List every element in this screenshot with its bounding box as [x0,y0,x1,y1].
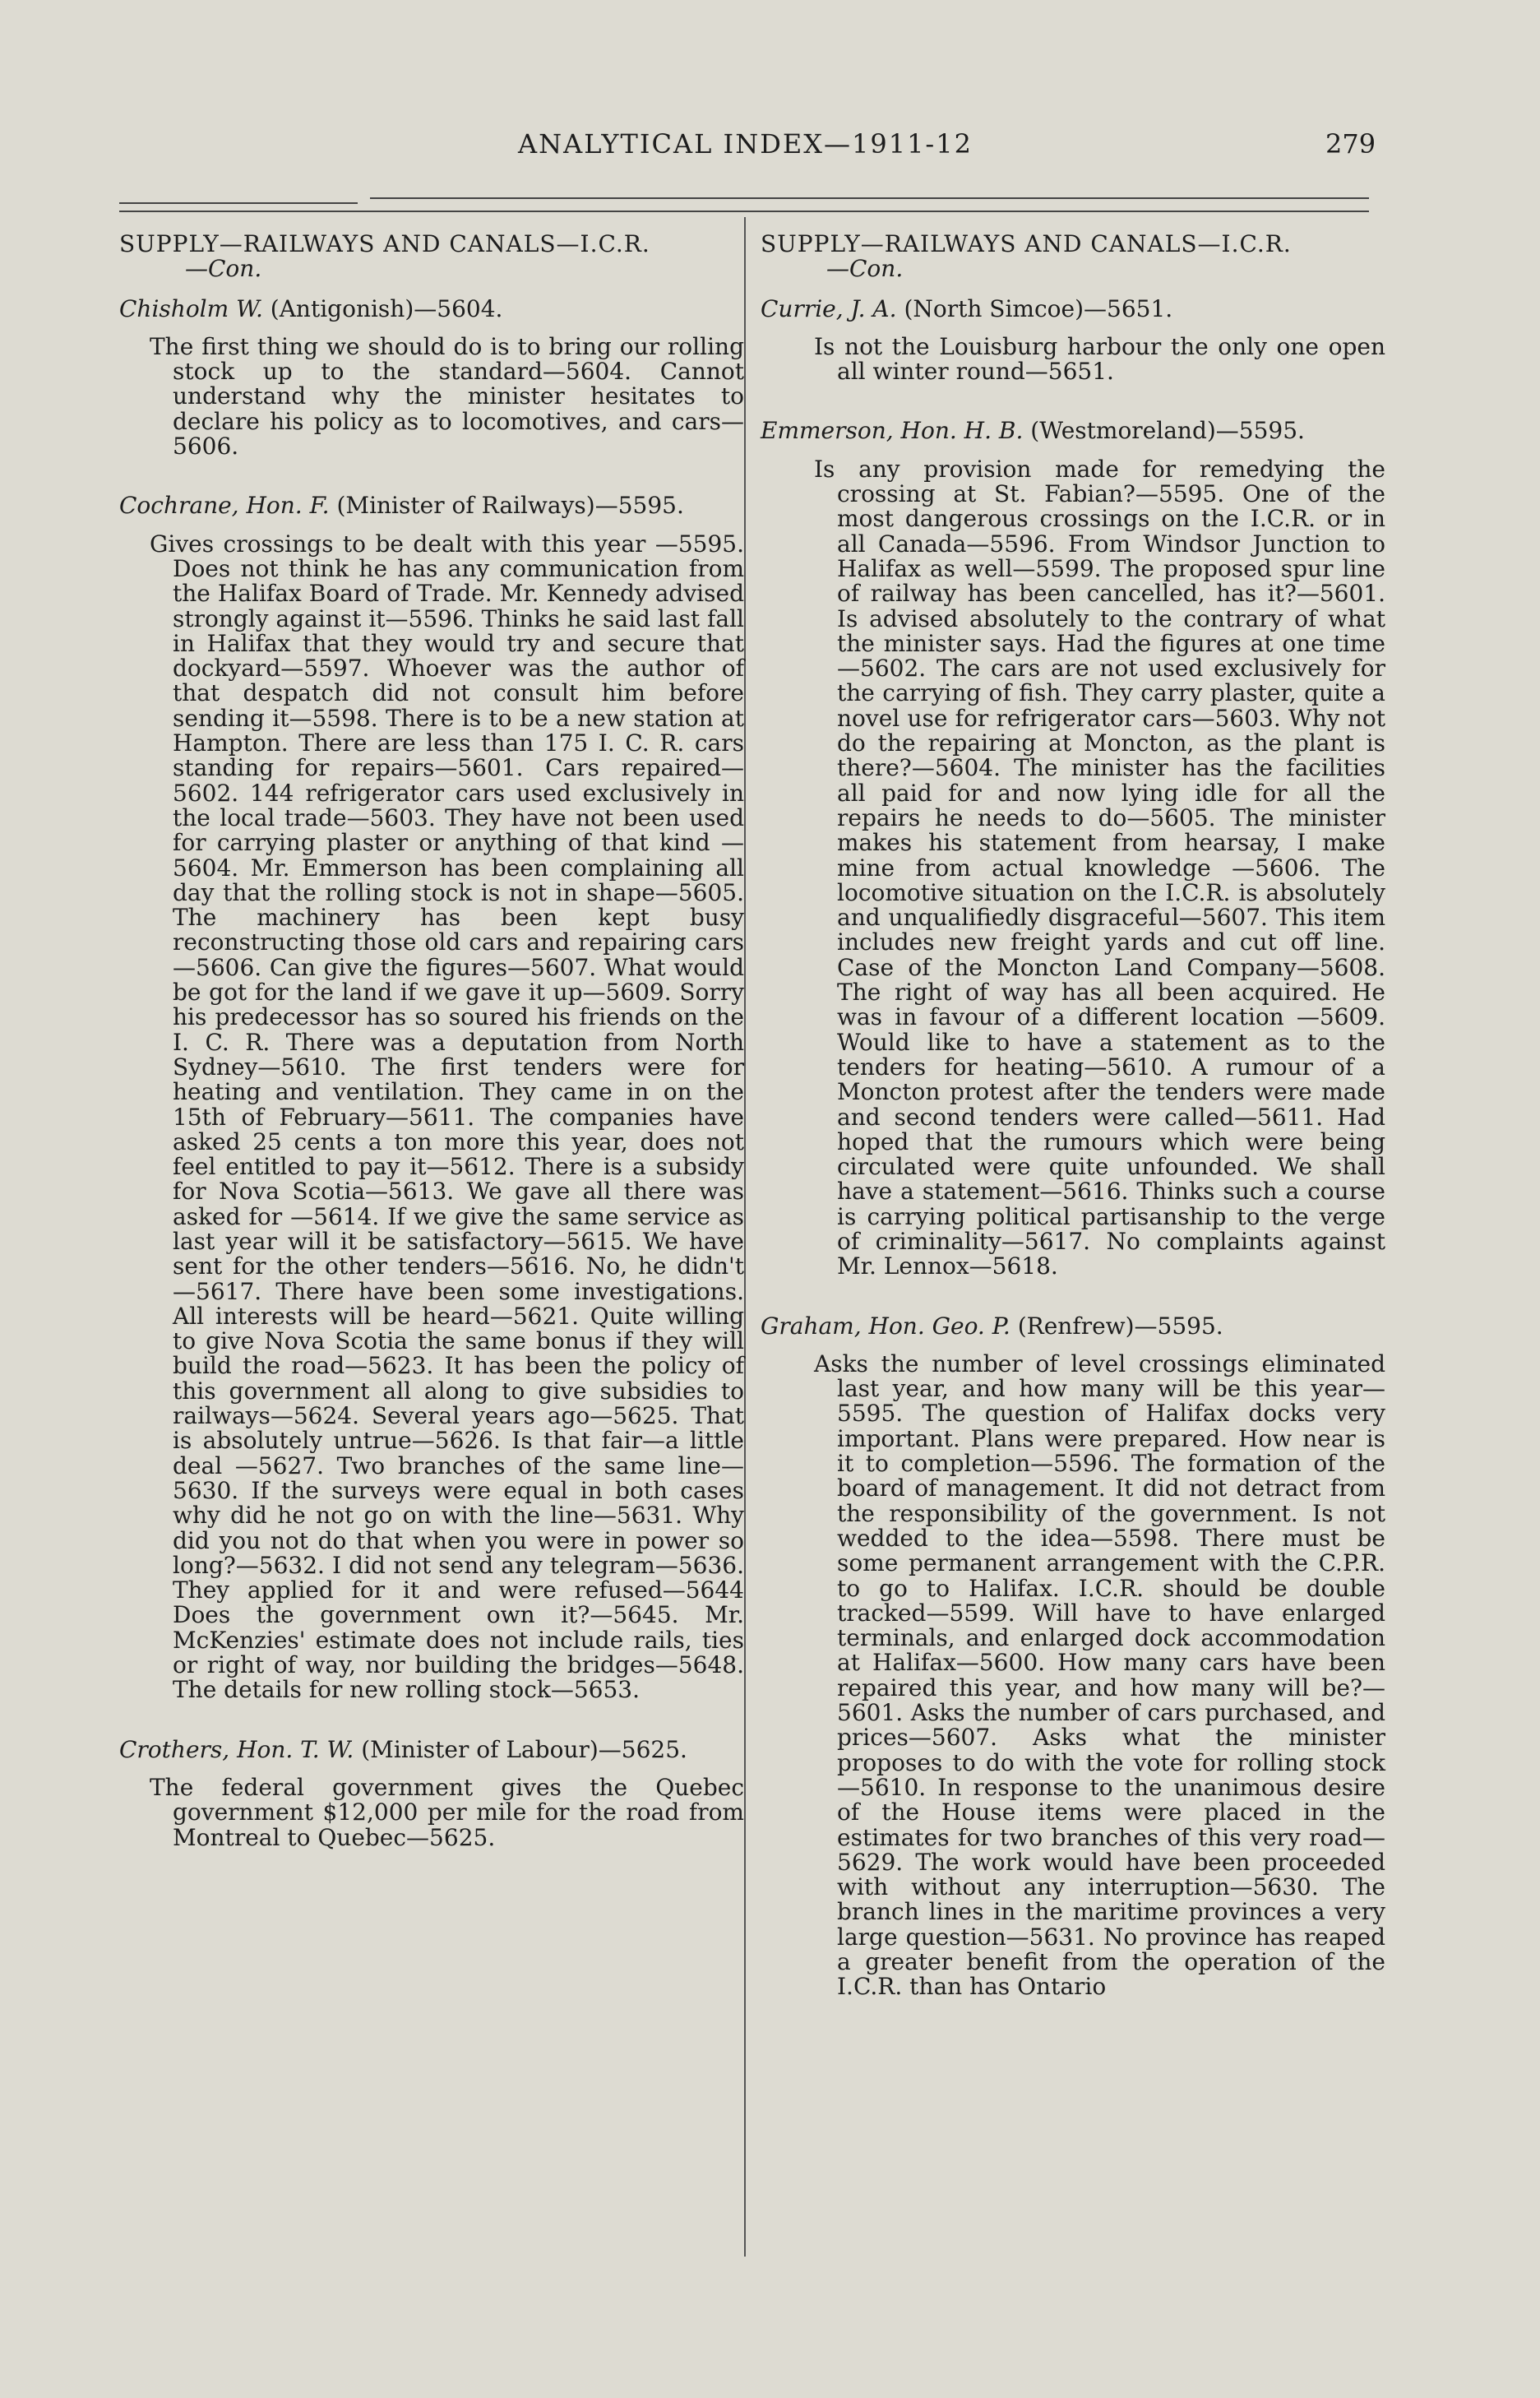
index-entry [119,294,744,461]
top-rule-upper-right [370,197,1369,199]
speaker-detail: (Minister of Railways)—5595. [336,492,684,520]
page-number: 279 [1325,128,1376,160]
speaker-name: Chisholm W. [119,294,263,322]
index-entry [119,1735,744,1851]
speaker-detail: (North Simcoe)—5651. [904,294,1173,322]
entry-text: The first thing we should do is to bring our rolling stock up to the standard—5604. Cannot understand why the minister hesitates to declare his policy as to locomotives, and cars—5606. [150,332,744,461]
speaker-name: Graham, Hon. Geo. P. [761,1312,1010,1340]
top-rule-upper-left [119,202,358,204]
entry-text: Gives crossings to be dealt with this year —5595. Does not think he has any communication from the Halifax Board of Trade. Mr. Kennedy advised strongly against it—5596. Thinks he said last fall in Halifax that they would try and secure that dockyard—5597. Whoever was the author of that despatch did not consult him before sending it—5598. There is to be a new station at Hampton. There are less than 175 I. C. R. cars standing for repairs—5601. Cars repaired—5602. 144 refrigerator cars used exclusively in the local trade—5603. They have not been used for carrying plaster or anything of that kind —5604. Mr. Emmerson has been complaining all day that the rolling stock is not in shape—5605. The machinery has been kept busy reconstructing those old cars and repairing cars—5606. Can give the figures—5607. What would be got for the land if we gave it up—5609. Sorry his predecessor has so soured his friends on the I. C. R. There was a deputation from North Sydney—5610. The first tenders were for heating and ventilation. They came in on the 15th of February—5611. The companies have asked 25 cents a ton more this year, does not feel entitled to pay it—5612. There is a subsidy for Nova Scotia—5613. We gave all there was asked for —5614. If we give the same service as last year will it be satisfactory—5615. We have sent for the other tenders—5616. No, he didn't—5617. There have been some investigations. All interests will be heard—5621. Quite willing to give Nova Scotia the same bonus if they will build the road—5623. It has been the policy of this government all along to give subsidies to railways—5624. Several years ago—5625. That is absolutely untrue—5626. Is that fair—a little deal —5627. Two branches of the same line—5630. If the surveys were equal in both cases why did he not go on with the line—5631. Why did you not do that when you were in power so long?—5632. I did not send any telegram—5636. They applied for it and were refused—5644 Does the government own it?—5645. Mr. McKenzies' estimate does not include rails, ties or right of way, nor building the bridges—5648. The details for new rolling stock—5653. [150,530,744,1704]
section-continued: —Con. [185,255,262,283]
column-divider [744,217,746,2257]
speaker-detail: (Minister of Labour)—5625. [361,1735,687,1763]
right-column [761,232,1385,2035]
running-head [0,123,1540,173]
section-continued: —Con. [826,255,904,283]
speaker-detail: (Westmoreland)—5595. [1030,417,1305,445]
speaker-name: Cochrane, Hon. F. [119,492,330,520]
entry-heading [119,493,744,518]
entry-heading [761,419,1385,443]
entry-text: The federal government gives the Quebec government $12,000 per mile for the road from Montreal to Quebec—5625. [150,1773,744,1851]
entry-heading [761,1314,1385,1339]
index-entry [119,493,744,1702]
index-entry [761,419,1385,1279]
index-entry [761,294,1385,386]
entry-text: Is not the Louisburg harbour the only one open all winter round—5651. [814,332,1385,386]
speaker-name: Emmerson, Hon. H. B. [761,417,1024,445]
entry-heading [119,1735,744,1763]
index-entry [761,1314,1385,2000]
entry-heading [761,294,1385,322]
speaker-detail: (Antigonish)—5604. [270,294,503,322]
left-column [119,232,744,1885]
page-title: ANALYTICAL INDEX—1911-12 [518,128,973,160]
top-rule-lower [119,211,1369,212]
speaker-name: Currie, J. A. [761,294,897,322]
entry-heading [119,294,744,322]
speaker-detail: (Renfrew)—5595. [1017,1312,1223,1340]
speaker-name: Crothers, Hon. T. W. [119,1735,354,1763]
entry-text: Asks the number of level crossings eliminated last year, and how many will be this year—5595. The question of Halifax docks very important. Plans were prepared. How near is it to completion—5596. The formation of the board of management. It did not detract from the responsibility of the government. Is not wedded to the idea—5598. There must be some permanent arrangement with the C.P.R. to go to Halifax. I.C.R. should be double tracked—5599. Will have to have enlarged terminals, and enlarged dock accommodation at Halifax—5600. How many cars have been repaired this year, and how many will be?—5601. Asks the number of cars purchased, and prices—5607. Asks what the minister proposes to do with the vote for rolling stock—5610. In response to the unanimous desire of the House items were placed in the estimates for two branches of this very road—5629. The work would have been proceeded with without any interruption—5630. The branch lines in the maritime provinces a very large question—5631. No province has reaped a greater benefit from the operation of the I.C.R. than has Ontario [814,1349,1385,2001]
section-heading: SUPPLY—RAILWAYS AND CANALS—I.C.R. [119,230,650,257]
entry-text: Is any provision made for remedying the crossing at St. Fabian?—5595. One of the most dangerous crossings on the I.C.R. or in all Canada—5596. From Windsor Junction to Halifax as well—5599. The proposed spur line of railway has been cancelled, has it?—5601. Is advised absolutely to the contrary of what the minister says. Had the figures at one time—5602. The cars are not used exclusively for the carrying of fish. They carry plaster, quite a novel use for refrigerator cars—5603. Why not do the repairing at Moncton, as the plant is there?—5604. The minister has the facilities all paid for and now lying idle for all the repairs he needs to do—5605. The minister makes his statement from hearsay, I make mine from actual knowledge —5606. The locomotive situation on the I.C.R. is absolutely and unqualifiedly disgraceful—5607. This item includes new freight yards and cut off line. Case of the Moncton Land Company—5608. The right of way has all been acquired. He was in favour of a different location —5609. Would like to have a statement as to the tenders for heating—5610. A rumour of a Moncton protest after the tenders were made and second tenders were called—5611. Had hoped that the rumours which were being circulated were quite unfounded. We shall have a statement—5616. Thinks such a course is carrying political partisanship to the verge of criminality—5617. No complaints against Mr. Lennox—5618. [814,455,1385,1280]
section-heading: SUPPLY—RAILWAYS AND CANALS—I.C.R. [761,230,1292,257]
